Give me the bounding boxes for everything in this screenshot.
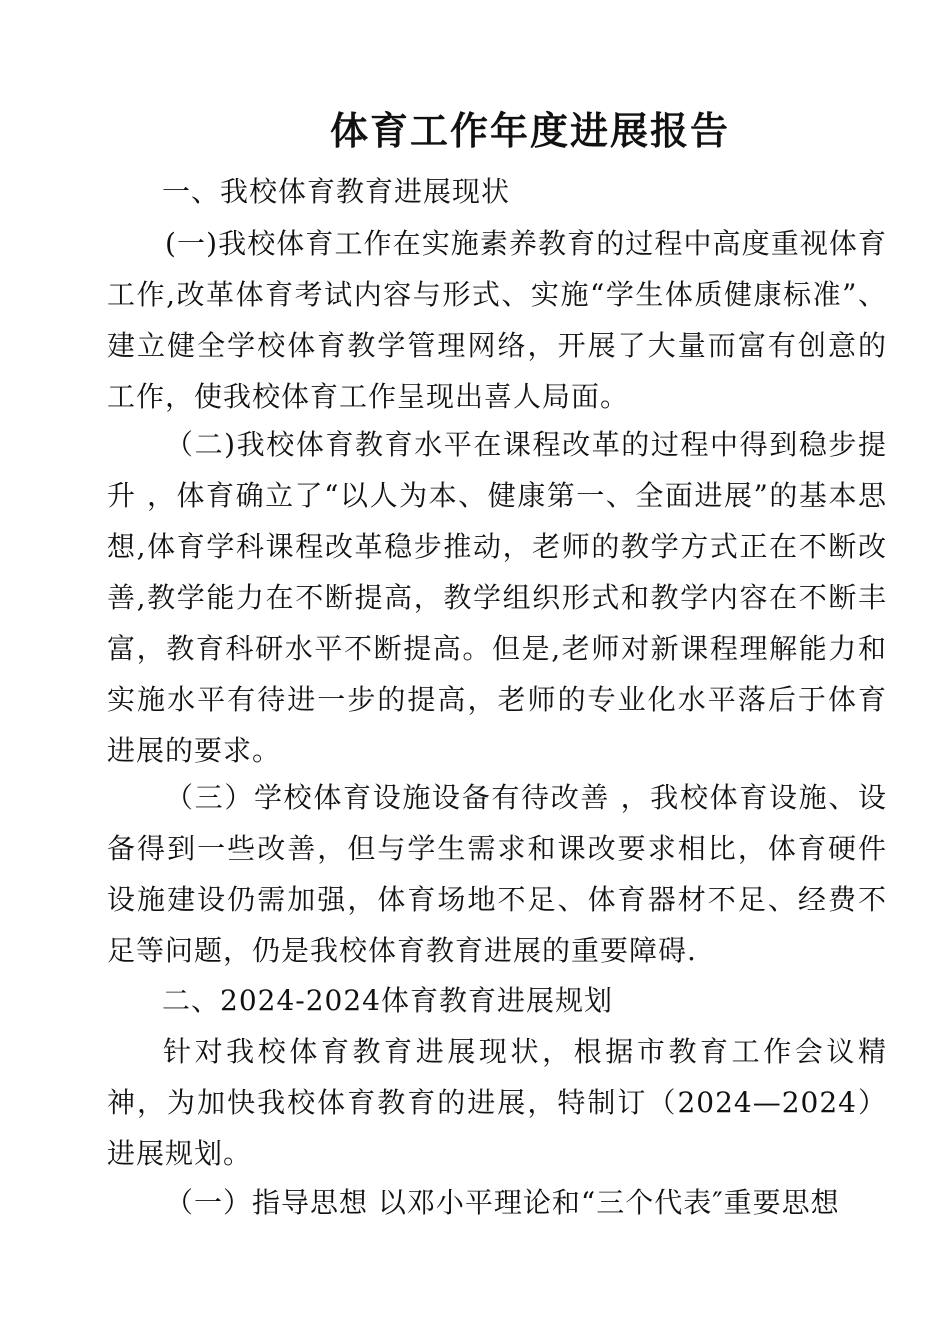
- paragraph-work-overview: (一)我校体育工作在实施素养教育的过程中高度重视体育工作,改革体育考试内容与形式、实施“学生体质健康标准”、建立健全学校体育教学管理网络，开展了大量而富有创意的工作，使我校体育工作呈现出喜人局面。: [107, 227, 887, 413]
- document-title: 体育工作年度进展报告: [329, 109, 730, 153]
- paragraph-teaching-level: （二)我校体育教育水平在课程改革的过程中得到稳步提升 ，体育确立了“以人为本、健康第一、全面进展”的基本思想,体育学科课程改革稳步推动，老师的教学方式正在不断改善,教学能力在不断提高，教学组织形式和教学内容在不断丰富，教育科研水平不断提高。但是,老师对新课程理解能力和实施水平有待进一步的提高，老师的专业化水平落后于体育进展的要求。: [107, 428, 887, 767]
- paragraph-facilities: （三）学校体育设施设备有待改善 ，我校体育设施、设备得到一些改善，但与学生需求和课改要求相比，体育硬件设施建设仍需加强，体育场地不足、体育器材不足、经费不足等问题，仍是我校体育教育进展的重要障碍.: [107, 781, 887, 967]
- paragraph-plan-intro: 针对我校体育教育进展现状，根据市教育工作会议精神，为加快我校体育教育的进展，特制订（2024—2024）进展规划。: [107, 1035, 887, 1170]
- section-heading-plan: 二、2024-2024体育教育进展规划: [162, 984, 613, 1017]
- paragraph-guiding-thought: （一）指导思想 以邓小平理论和“三个代表″重要思想: [165, 1186, 840, 1219]
- section-heading-status: 一、我校体育教育进展现状: [162, 175, 511, 208]
